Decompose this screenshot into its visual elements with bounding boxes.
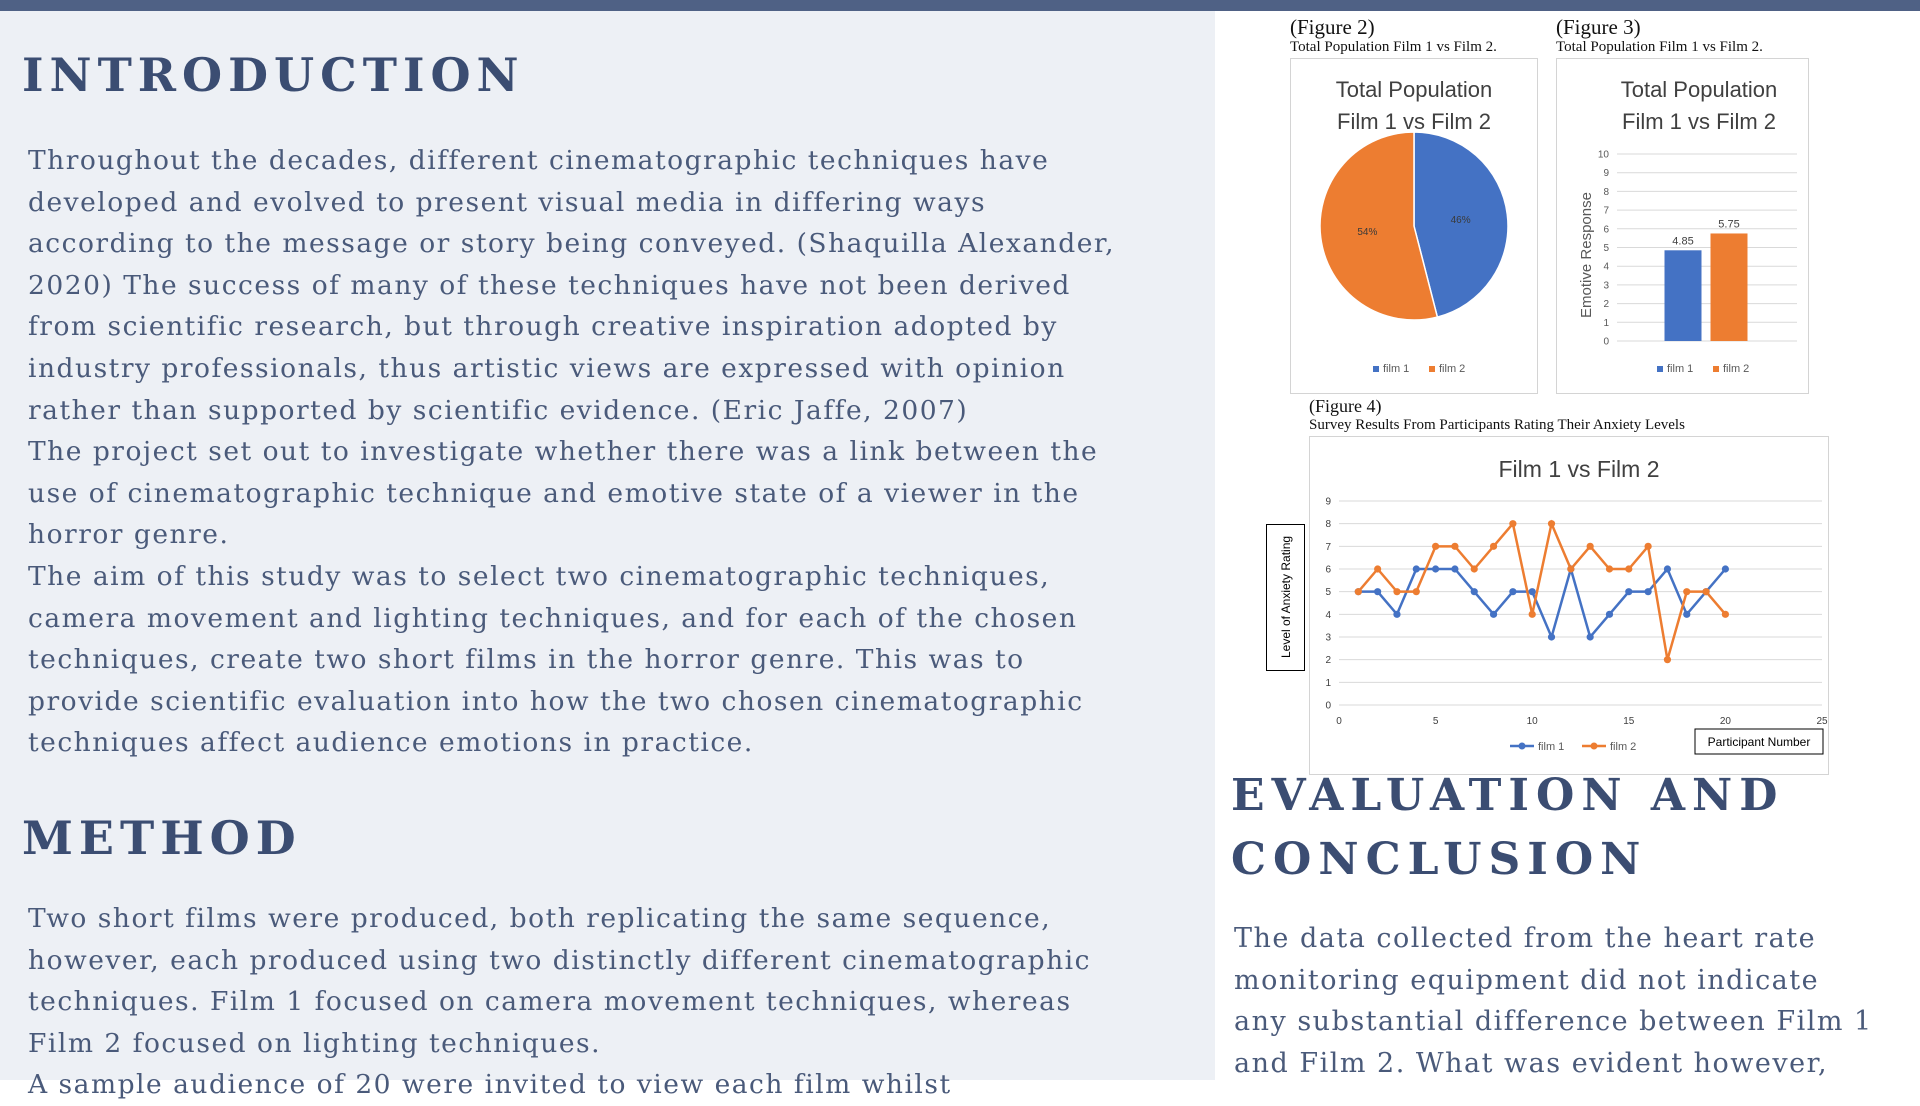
line-point-film-1-14 (1606, 611, 1613, 618)
bar-chart (1557, 59, 1808, 393)
line-y-tick-6: 6 (1325, 564, 1331, 576)
line-y-tick-0: 0 (1325, 700, 1331, 712)
bar-value-label-film-1: 4.85 (1672, 235, 1694, 248)
line-x-tick-5: 5 (1432, 716, 1439, 727)
line-point-film-2-18 (1683, 588, 1690, 595)
line-point-film-1-20 (1722, 565, 1729, 572)
line-x-tick-25: 25 (1816, 716, 1828, 727)
introduction-text: Throughout the decades, different cinematographic techniques have developed and evolved to present visual media in differing ways according to the message or story being conveyed. (Shaquilla Alexander, 2020) The success of many of these techniques have not been derived from scientific research, but through creative inspiration adopted by industry professionals, thus artistic views are expressed with opinion rather than supported by scientific evidence. (Eric Jaffe, 2007) The project set out to investigate whether there was a link between the use of cinematographic technique and emotive state of a viewer in the horror genre. The aim of this study was to select two cinematographic techniques, camera movement and lighting techniques, and for each of the chosen techniques, create two short films in the horror genre. This was to provide scientific evaluation into how the two chosen cinematographic techniques affect audience emotions in practice. (28, 145, 1116, 759)
pie-value-label-film-2: 54% (1357, 226, 1378, 238)
line-y-tick-8: 8 (1325, 519, 1331, 531)
bar-y-tick-9: 9 (1603, 168, 1609, 180)
line-y-axis-label: Level of Anxiety Rating (1279, 535, 1293, 659)
line-y-ticks (1325, 497, 1331, 712)
bar-y-tick-2: 2 (1603, 299, 1609, 311)
bar-value-label-film-2: 5.75 (1718, 218, 1740, 231)
bar-grid (1617, 154, 1797, 341)
figure-3-caption (1556, 15, 1763, 56)
bar-film-2 (1711, 233, 1748, 341)
line-y-tick-5: 5 (1325, 587, 1331, 599)
bar-film-1 (1665, 250, 1702, 341)
figure-4-label: (Figure 4) (1309, 396, 1382, 416)
bar-y-axis-label: Emotive Response (1578, 192, 1595, 318)
evaluation-heading: EVALUATION AND CONCLUSION (1231, 770, 1785, 885)
line-point-film-1-16 (1645, 588, 1652, 595)
line-point-film-2-19 (1702, 588, 1709, 595)
pie-legend-film-1: film 1 (1383, 363, 1410, 375)
figure-4-caption (1309, 396, 1685, 434)
bar-y-tick-3: 3 (1603, 280, 1609, 292)
line-y-axis-label-svg (1267, 525, 1304, 670)
bar-y-ticks (1598, 150, 1610, 348)
pie-value-label-film-1: 46% (1450, 215, 1471, 227)
introduction-heading: INTRODUCTION (22, 48, 525, 102)
line-x-tick-0: 0 (1336, 716, 1342, 727)
bar-chart-box (1556, 58, 1809, 394)
method-text: Two short films were produced, both replicating the same sequence, however, each produced using two distinctly different cinematographic techniques. Film 1 focused on camera movement techniques, whereas Film 2 focused on lighting techniques. A sample audience of 20 were invited to view each film whilst (28, 903, 1091, 1101)
line-legend-marker-film-2 (1591, 743, 1598, 750)
line-point-film-1-11 (1548, 633, 1555, 640)
bar-legend-film-1: film 1 (1667, 363, 1694, 375)
evaluation-text: The data collected from the heart rate monitoring equipment did not indicate any substantial difference between Film 1 and Film 2. What was evident however, (1234, 923, 1873, 1079)
line-point-film-2-17 (1664, 656, 1671, 663)
figure-4-subcaption: Survey Results From Participants Rating Their Anxiety Levels (1309, 417, 1685, 433)
line-point-film-2-13 (1587, 543, 1594, 550)
line-chart-title: Film 1 vs Film 2 (1498, 456, 1660, 482)
line-y-tick-2: 2 (1325, 655, 1331, 667)
line-point-film-1-17 (1664, 565, 1671, 572)
line-point-film-1-8 (1490, 611, 1497, 618)
line-point-film-1-10 (1529, 588, 1536, 595)
pie-title-line2: Film 1 vs Film 2 (1337, 109, 1491, 134)
pie-title-line1: Total Population (1335, 77, 1493, 102)
line-point-film-2-5 (1432, 543, 1439, 550)
line-point-film-1-9 (1509, 588, 1516, 595)
line-series-film-1 (1358, 569, 1725, 637)
line-legend-film-2: film 2 (1610, 741, 1637, 753)
line-point-film-1-2 (1374, 588, 1381, 595)
left-column (0, 11, 1215, 1101)
bar-y-tick-0: 0 (1603, 336, 1609, 348)
line-point-film-2-1 (1355, 588, 1362, 595)
line-y-axis-label-box (1266, 524, 1305, 671)
method-heading: METHOD (22, 811, 302, 865)
line-point-film-2-2 (1374, 565, 1381, 572)
bar-y-tick-4: 4 (1603, 261, 1609, 273)
bar-legend-film-2: film 2 (1723, 363, 1750, 375)
line-point-film-2-10 (1529, 611, 1536, 618)
line-point-film-2-12 (1567, 565, 1574, 572)
line-point-film-2-16 (1645, 543, 1652, 550)
figure-2-label: (Figure 2) (1290, 15, 1375, 39)
bar-y-tick-5: 5 (1603, 243, 1609, 254)
line-y-tick-4: 4 (1325, 609, 1331, 621)
bar-y-tick-7: 7 (1603, 205, 1609, 217)
line-point-film-2-8 (1490, 543, 1497, 550)
line-legend-film-1: film 1 (1538, 741, 1565, 753)
line-y-tick-7: 7 (1325, 541, 1331, 553)
top-bar (0, 0, 1920, 11)
pie-chart (1291, 59, 1537, 393)
line-point-film-1-18 (1683, 611, 1690, 618)
line-x-tick-10: 10 (1526, 716, 1538, 727)
figure-3-label: (Figure 3) (1556, 15, 1641, 39)
line-point-film-1-15 (1625, 588, 1632, 595)
line-y-tick-1: 1 (1325, 677, 1331, 689)
bar-y-tick-8: 8 (1603, 186, 1609, 198)
bar-y-tick-6: 6 (1603, 224, 1609, 236)
line-point-film-1-13 (1587, 633, 1594, 640)
line-point-film-1-3 (1393, 611, 1400, 618)
line-point-film-2-6 (1451, 543, 1458, 550)
line-x-tick-20: 20 (1719, 716, 1731, 727)
bar-y-tick-1: 1 (1603, 317, 1609, 329)
right-column (1215, 11, 1920, 1080)
line-chart-box (1309, 436, 1829, 775)
line-point-film-2-9 (1509, 520, 1516, 527)
pie-legend-film-2: film 2 (1439, 363, 1466, 375)
line-point-film-2-3 (1393, 588, 1400, 595)
line-legend-marker-film-1 (1519, 743, 1526, 750)
bar-title-line1: Total Population (1620, 77, 1778, 102)
line-x-axis-label: Participant Number (1707, 735, 1811, 749)
bar-title-line2: Film 1 vs Film 2 (1622, 109, 1776, 134)
line-point-film-1-4 (1413, 565, 1420, 572)
figure-2-subcaption: Total Population Film 1 vs Film 2. (1290, 39, 1497, 55)
pie-chart-box (1290, 58, 1538, 394)
bar-legend-swatch-film-1 (1657, 366, 1663, 372)
line-y-tick-9: 9 (1325, 496, 1331, 508)
line-point-film-2-14 (1606, 565, 1613, 572)
bar-legend-swatch-film-2 (1713, 366, 1719, 372)
line-point-film-1-7 (1471, 588, 1478, 595)
line-point-film-1-5 (1432, 565, 1439, 572)
pie-legend-swatch-film-1 (1373, 366, 1379, 372)
line-point-film-2-7 (1471, 565, 1478, 572)
line-point-film-2-11 (1548, 520, 1555, 527)
bar-y-tick-10: 10 (1597, 149, 1609, 161)
figure-3-subcaption: Total Population Film 1 vs Film 2. (1556, 39, 1763, 55)
line-y-tick-3: 3 (1325, 632, 1331, 644)
line-point-film-2-4 (1413, 588, 1420, 595)
line-point-film-2-15 (1625, 565, 1632, 572)
line-point-film-1-6 (1451, 565, 1458, 572)
figure-2-caption (1290, 15, 1497, 56)
line-point-film-2-20 (1722, 611, 1729, 618)
line-x-tick-15: 15 (1623, 716, 1635, 727)
line-x-ticks (1336, 716, 1828, 727)
pie-legend-swatch-film-2 (1429, 366, 1435, 372)
line-chart (1310, 437, 1828, 774)
